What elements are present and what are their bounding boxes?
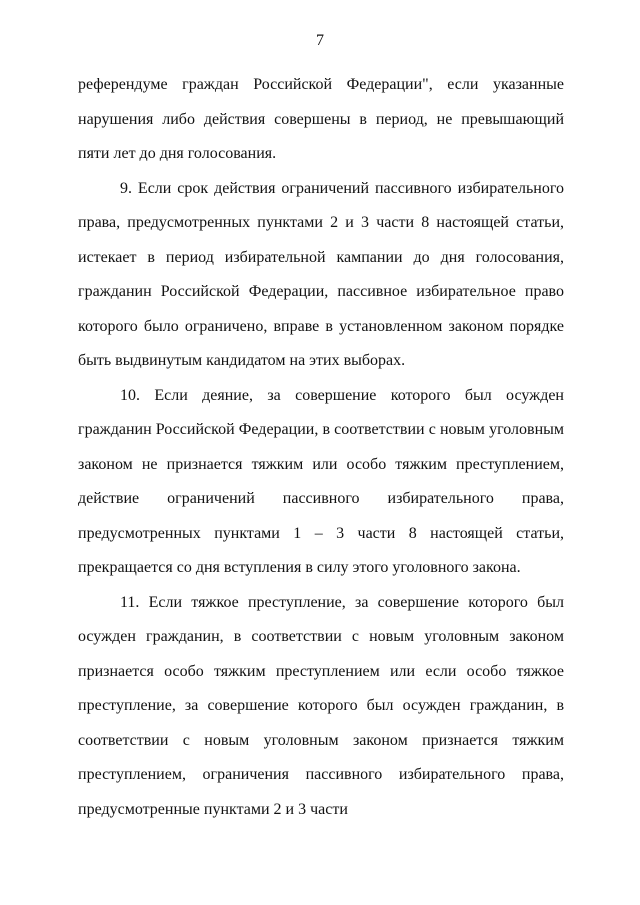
paragraph-continuation: референдуме граждан Российской Федерации", если указанные нарушения либо действия совершены в период, не превышающий пяти лет до дня голосования. [78, 76, 564, 162]
paragraph-item-10: 10. Если деяние, за совершение которого был осужден гражданин Российской Федерации, в соответствии с новым уголовным законом не признается тяжким или особо тяжким преступлением, действие ограничений пассивного избирательного права, предусмотренных пунктами 1 – 3 части 8 настоящей статьи, прекращается со дня вступления в силу этого уголовного закона. [78, 386, 564, 576]
paragraph-item-9: 9. Если срок действия ограничений пассивного избирательного права, предусмотренных пунктами 2 и 3 части 8 настоящей статьи, истекает в период избирательной кампании до дня голосования, гражданин Российской Федерации, пассивное избирательное право которого было ограничено, вправе в установленном законом порядке быть выдвинутым кандидатом на этих выборах. [78, 179, 564, 369]
page-number: 7 [316, 32, 324, 49]
document-body [78, 68, 564, 827]
paragraph-item-11: 11. Если тяжкое преступление, за совершение которого был осужден гражданин, в соответствии с новым уголовным законом признается особо тяжким преступлением или если особо тяжкое преступление, за совершение которого был осужден гражданин, в соответствии с новым уголовным законом признается тяжким преступлением, ограничения пассивного избирательного права, предусмотренные пунктами 2 и 3 части [78, 593, 564, 818]
